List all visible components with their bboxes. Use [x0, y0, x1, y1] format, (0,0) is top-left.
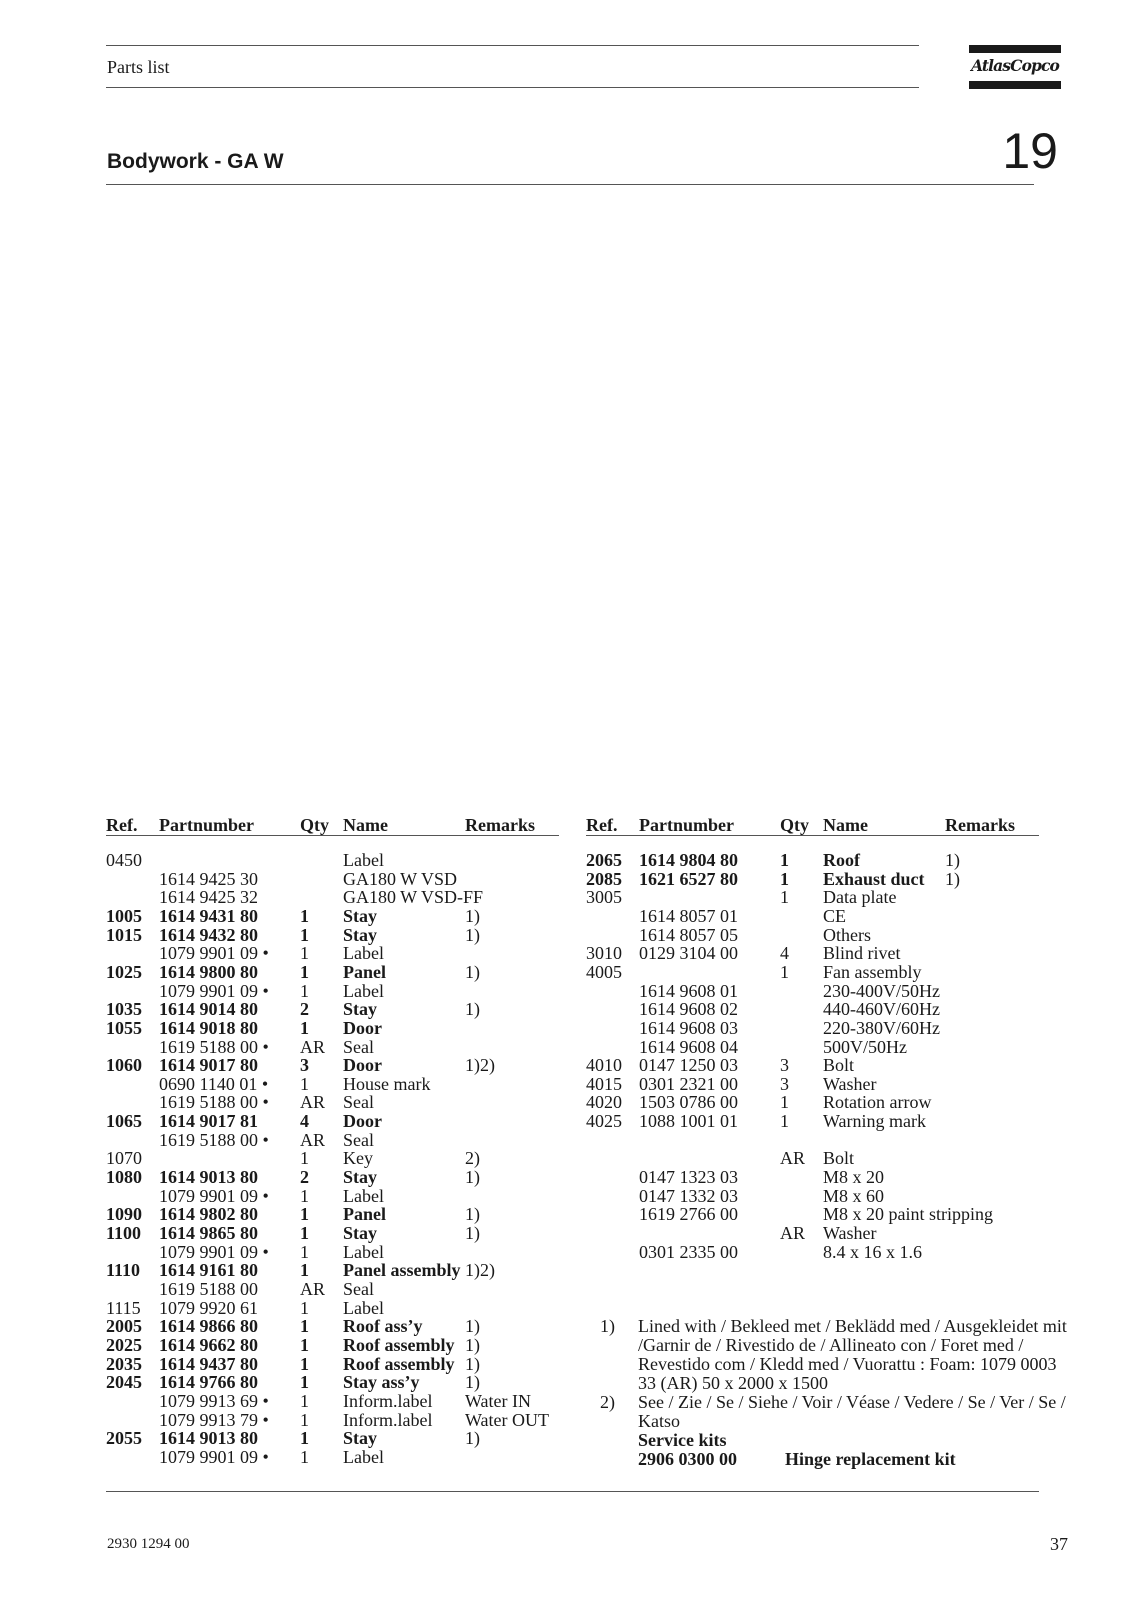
cell-part: 1614 9866 80: [159, 1316, 258, 1337]
col-qty-header: Qty: [780, 815, 809, 835]
cell-part: 1614 9432 80: [159, 924, 258, 945]
cell-part: 1619 5188 00: [159, 1278, 258, 1299]
cell-part: 1614 9017 80: [159, 1055, 258, 1076]
cell-name: Seal: [343, 1092, 374, 1113]
cell-part: 1614 9431 80: [159, 905, 258, 926]
cell-qty: AR: [300, 1278, 326, 1299]
service-kit-name: Hinge replacement kit: [785, 1449, 956, 1469]
col-qty-header: Qty: [300, 815, 329, 835]
cell-ref: 3005: [586, 887, 622, 908]
cell-name: Key: [343, 1148, 373, 1169]
cell-part: 1619 5188 00 •: [159, 1129, 269, 1150]
cell-qty: 3: [780, 1055, 789, 1076]
cell-ref: 1035: [106, 999, 142, 1020]
cell-qty: AR: [780, 1148, 806, 1169]
cell-name: Door: [343, 1017, 382, 1038]
cell-ref: 2055: [106, 1428, 142, 1449]
cell-part: 1614 9802 80: [159, 1204, 258, 1225]
cell-remarks: 1): [465, 924, 480, 945]
section-number: 19: [1002, 123, 1058, 179]
cell-part: 1619 2766 00: [639, 1204, 738, 1225]
cell-remarks: 1): [465, 1316, 480, 1337]
cell-qty: 1: [300, 1409, 309, 1430]
service-kit-part: 2906 0300 00: [638, 1449, 737, 1469]
cell-name: Roof ass’y: [343, 1316, 423, 1337]
col-part-header: Partnumber: [159, 815, 254, 835]
cell-name: 230-400V/50Hz: [823, 980, 940, 1001]
cell-remarks: Water OUT: [465, 1409, 550, 1430]
cell-name: Label: [343, 1297, 384, 1318]
cell-name: Roof assembly: [343, 1353, 455, 1374]
cell-name: Blind rivet: [823, 943, 901, 964]
cell-remarks: Water IN: [465, 1390, 532, 1411]
cell-ref: 3010: [586, 943, 622, 964]
cell-part: 1503 0786 00: [639, 1092, 738, 1113]
cell-name: Others: [823, 924, 871, 945]
cell-part: 0690 1140 01 •: [159, 1073, 269, 1094]
cell-part: 1614 9662 80: [159, 1334, 258, 1355]
cell-ref: 1070: [106, 1148, 142, 1169]
logo-top-bar: [969, 45, 1061, 53]
cell-qty: 1: [780, 887, 789, 908]
table-header-rule: [586, 835, 1039, 836]
footnote-1: [600, 1317, 1068, 1393]
col-name-header: Name: [823, 815, 868, 835]
cell-qty: 2: [300, 1167, 309, 1188]
cell-qty: AR: [300, 1129, 326, 1150]
cell-part: 1621 6527 80: [639, 868, 738, 889]
cell-qty: 1: [300, 1185, 309, 1206]
cell-ref: 4005: [586, 961, 622, 982]
cell-qty: 1: [300, 980, 309, 1001]
cell-part: 1614 9608 02: [639, 999, 738, 1020]
cell-qty: 1: [300, 961, 309, 982]
service-kit-row: [638, 1450, 1068, 1469]
cell-name: Label: [343, 1241, 384, 1262]
cell-part: 1079 9913 69 •: [159, 1390, 269, 1411]
cell-name: M8 x 20: [823, 1167, 885, 1188]
cell-qty: 1: [300, 905, 309, 926]
footnotes: [600, 1317, 1068, 1469]
cell-ref: 1060: [106, 1055, 142, 1076]
cell-part: 0301 2321 00: [639, 1073, 738, 1094]
logo-bottom-bar: [969, 81, 1061, 89]
cell-part: 1088 1001 01: [639, 1111, 738, 1132]
cell-name: Bolt: [823, 1055, 855, 1076]
cell-name: Label: [343, 980, 384, 1001]
cell-name: Stay: [343, 999, 378, 1020]
header-bottom-rule: [106, 87, 919, 88]
cell-part: 1614 9865 80: [159, 1223, 258, 1243]
cell-name: Label: [343, 943, 384, 964]
cell-name: GA180 W VSD: [343, 868, 458, 889]
footnote-number: 2): [600, 1392, 615, 1412]
cell-ref: 2025: [106, 1334, 142, 1355]
cell-part: 1079 9901 09 •: [159, 943, 269, 964]
cell-name: Fan assembly: [823, 961, 922, 982]
footnote-text: See / Zie / Se / Siehe / Voir / Véase / Vedere / Se / Ver / Se / Katso: [638, 1392, 1066, 1431]
cell-part: 1614 9017 81: [159, 1111, 258, 1132]
cell-part: 1079 9901 09 •: [159, 1446, 269, 1467]
cell-qty: 1: [300, 1204, 309, 1225]
footnote-2: [600, 1393, 1068, 1431]
cell-name: 500V/50Hz: [823, 1036, 907, 1057]
cell-name: Bolt: [823, 1148, 855, 1169]
col-remarks-header: Remarks: [465, 815, 535, 835]
cell-name: Door: [343, 1055, 382, 1076]
cell-part: 1614 9800 80: [159, 961, 258, 982]
cell-name: Label: [343, 1446, 384, 1467]
cell-name: Panel: [343, 1204, 386, 1225]
col-ref-header: Ref.: [106, 815, 138, 835]
col-part-header: Partnumber: [639, 815, 734, 835]
cell-qty: 1: [300, 1334, 309, 1355]
cell-remarks: 1): [465, 1353, 480, 1374]
cell-qty: 2: [300, 999, 309, 1020]
header-top-rule: [106, 45, 919, 46]
cell-name: 8.4 x 16 x 1.6: [823, 1241, 922, 1262]
cell-qty: 1: [780, 1111, 789, 1132]
cell-remarks: 1): [465, 1334, 480, 1355]
cell-name: M8 x 20 paint stripping: [823, 1204, 993, 1225]
cell-name: GA180 W VSD-FF: [343, 887, 484, 908]
footnote-text: Lined with / Bekleed met / Beklädd med / Ausgekleidet mit /Garnir de / Rivestido de / Allineato con / Foret med / Revestido com / Kledd med / Vuorattu : Foam: 1079 0003 33 (AR) 50 x 2000 x 1500: [638, 1316, 1067, 1393]
cell-name: Seal: [343, 1036, 374, 1057]
cell-part: 0147 1332 03: [639, 1185, 738, 1206]
cell-name: Stay: [343, 924, 378, 945]
cell-ref: 1065: [106, 1111, 142, 1132]
cell-part: 1079 9901 09 •: [159, 1185, 269, 1206]
cell-name: CE: [823, 905, 847, 926]
cell-part: 1079 9901 09 •: [159, 980, 269, 1001]
cell-qty: 1: [300, 1223, 309, 1243]
col-remarks-header: Remarks: [945, 815, 1015, 835]
cell-part: 0129 3104 00: [639, 943, 738, 964]
cell-ref: 1015: [106, 924, 142, 945]
cell-part: 0301 2335 00: [639, 1241, 738, 1262]
cell-qty: 1: [300, 1428, 309, 1449]
cell-name: Panel: [343, 961, 386, 982]
cell-remarks: 1)2): [465, 1260, 495, 1281]
cell-part: 1614 9804 80: [639, 850, 738, 870]
cell-name: M8 x 60: [823, 1185, 885, 1206]
cell-remarks: 1): [465, 905, 480, 926]
cell-qty: 3: [300, 1055, 309, 1076]
cell-remarks: 1): [465, 1372, 480, 1393]
cell-name: Inform.label: [343, 1390, 433, 1411]
cell-part: 0147 1323 03: [639, 1167, 738, 1188]
col-name-header: Name: [343, 815, 388, 835]
cell-part: 1614 9608 03: [639, 1017, 738, 1038]
cell-qty: AR: [300, 1036, 326, 1057]
cell-qty: 1: [300, 1316, 309, 1337]
cell-part: 1079 9913 79 •: [159, 1409, 269, 1430]
section-title: Bodywork - GA W: [107, 150, 284, 173]
cell-name: Door: [343, 1111, 382, 1132]
cell-ref: 1090: [106, 1204, 142, 1225]
cell-ref: 0450: [106, 850, 142, 870]
cell-ref: 1025: [106, 961, 142, 982]
cell-remarks: 1)2): [465, 1055, 495, 1076]
cell-name: Exhaust duct: [823, 868, 925, 889]
cell-qty: 1: [300, 1353, 309, 1374]
cell-name: House mark: [343, 1073, 431, 1094]
cell-ref: 2035: [106, 1353, 142, 1374]
cell-name: Data plate: [823, 887, 897, 908]
cell-ref: 2065: [586, 850, 622, 870]
cell-part: 1079 9920 61: [159, 1297, 258, 1318]
cell-part: 1614 9437 80: [159, 1353, 258, 1374]
cell-qty: 1: [300, 924, 309, 945]
cell-ref: 1055: [106, 1017, 142, 1038]
cell-ref: 4010: [586, 1055, 622, 1076]
cell-name: Panel assembly: [343, 1260, 461, 1281]
cell-part: 1619 5188 00 •: [159, 1092, 269, 1113]
cell-part: 1614 9014 80: [159, 999, 258, 1020]
col-ref-header: Ref.: [586, 815, 618, 835]
cell-qty: 3: [780, 1073, 789, 1094]
cell-name: Seal: [343, 1129, 374, 1150]
cell-ref: 4015: [586, 1073, 622, 1094]
service-kits-title: Service kits: [638, 1430, 727, 1450]
cell-name: Stay: [343, 1223, 378, 1243]
cell-part: 1614 9013 80: [159, 1428, 258, 1449]
cell-remarks: 1): [465, 961, 480, 982]
cell-qty: 1: [780, 850, 789, 870]
cell-part: 1614 9018 80: [159, 1017, 258, 1038]
cell-ref: 4020: [586, 1092, 622, 1113]
cell-qty: 1: [300, 1017, 309, 1038]
cell-name: Stay: [343, 1428, 378, 1449]
cell-qty: 1: [300, 1148, 309, 1169]
cell-qty: 1: [300, 1390, 309, 1411]
cell-remarks: 1): [465, 999, 480, 1020]
cell-remarks: 2): [465, 1148, 480, 1169]
cell-ref: 2045: [106, 1372, 142, 1393]
cell-name: 220-380V/60Hz: [823, 1017, 940, 1038]
cell-qty: AR: [300, 1092, 326, 1113]
cell-name: Stay: [343, 1167, 378, 1188]
cell-part: 1614 9013 80: [159, 1167, 258, 1188]
cell-name: Roof: [823, 850, 860, 870]
cell-qty: 1: [300, 1260, 309, 1281]
footer-rule: [106, 1491, 1039, 1492]
cell-name: Label: [343, 850, 384, 870]
atlas-copco-logo: [969, 45, 1061, 89]
cell-qty: AR: [780, 1223, 806, 1243]
cell-qty: 1: [300, 1372, 309, 1393]
cell-remarks: 1): [465, 1204, 480, 1225]
cell-remarks: 1): [465, 1223, 480, 1243]
cell-remarks: 1): [465, 1428, 480, 1449]
cell-name: Rotation arrow: [823, 1092, 932, 1113]
cell-part: 1614 9608 04: [639, 1036, 738, 1057]
cell-remarks: 1): [945, 850, 960, 870]
cell-part: 1614 9425 32: [159, 887, 258, 908]
cell-qty: 1: [300, 1446, 309, 1467]
cell-ref: 1100: [106, 1223, 142, 1243]
cell-ref: 4025: [586, 1111, 622, 1132]
cell-part: 1614 9161 80: [159, 1260, 258, 1281]
cell-ref: 2085: [586, 868, 622, 889]
cell-qty: 1: [300, 1241, 309, 1262]
cell-qty: 1: [300, 943, 309, 964]
cell-name: 440-460V/60Hz: [823, 999, 940, 1020]
cell-qty: 1: [300, 1073, 309, 1094]
cell-part: 1614 9425 30: [159, 868, 258, 889]
cell-remarks: 1): [465, 1167, 480, 1188]
cell-qty: 1: [300, 1297, 309, 1318]
cell-part: 1614 8057 01: [639, 905, 738, 926]
header-label: Parts list: [107, 57, 170, 77]
document-number: 2930 1294 00: [107, 1536, 190, 1552]
cell-name: Washer: [823, 1073, 877, 1094]
logo-wordmark: AtlasCopco: [971, 56, 1059, 75]
cell-part: 1614 9766 80: [159, 1372, 258, 1393]
cell-name: Inform.label: [343, 1409, 433, 1430]
cell-part: 1079 9901 09 •: [159, 1241, 269, 1262]
cell-name: Warning mark: [823, 1111, 927, 1132]
cell-name: Stay: [343, 905, 378, 926]
cell-name: Washer: [823, 1223, 877, 1243]
cell-part: 1619 5188 00 •: [159, 1036, 269, 1057]
cell-part: 0147 1250 03: [639, 1055, 738, 1076]
cell-ref: 1115: [106, 1297, 141, 1318]
cell-ref: 1005: [106, 905, 142, 926]
cell-qty: 1: [780, 1092, 789, 1113]
table-header-rule: [106, 835, 559, 836]
cell-part: 1614 8057 05: [639, 924, 738, 945]
cell-ref: 1080: [106, 1167, 142, 1188]
cell-qty: 1: [780, 868, 789, 889]
page-number: 37: [1050, 1534, 1068, 1554]
cell-name: Roof assembly: [343, 1334, 455, 1355]
cell-name: Stay ass’y: [343, 1372, 420, 1393]
cell-ref: 2005: [106, 1316, 142, 1337]
cell-ref: 1110: [106, 1260, 141, 1281]
cell-name: Label: [343, 1185, 384, 1206]
section-rule: [106, 184, 1034, 185]
cell-qty: 4: [780, 943, 789, 964]
cell-qty: 4: [300, 1111, 309, 1132]
cell-name: Seal: [343, 1278, 374, 1299]
cell-qty: 1: [780, 961, 789, 982]
footnote-number: 1): [600, 1316, 615, 1336]
cell-part: 1614 9608 01: [639, 980, 738, 1001]
cell-remarks: 1): [945, 868, 960, 889]
